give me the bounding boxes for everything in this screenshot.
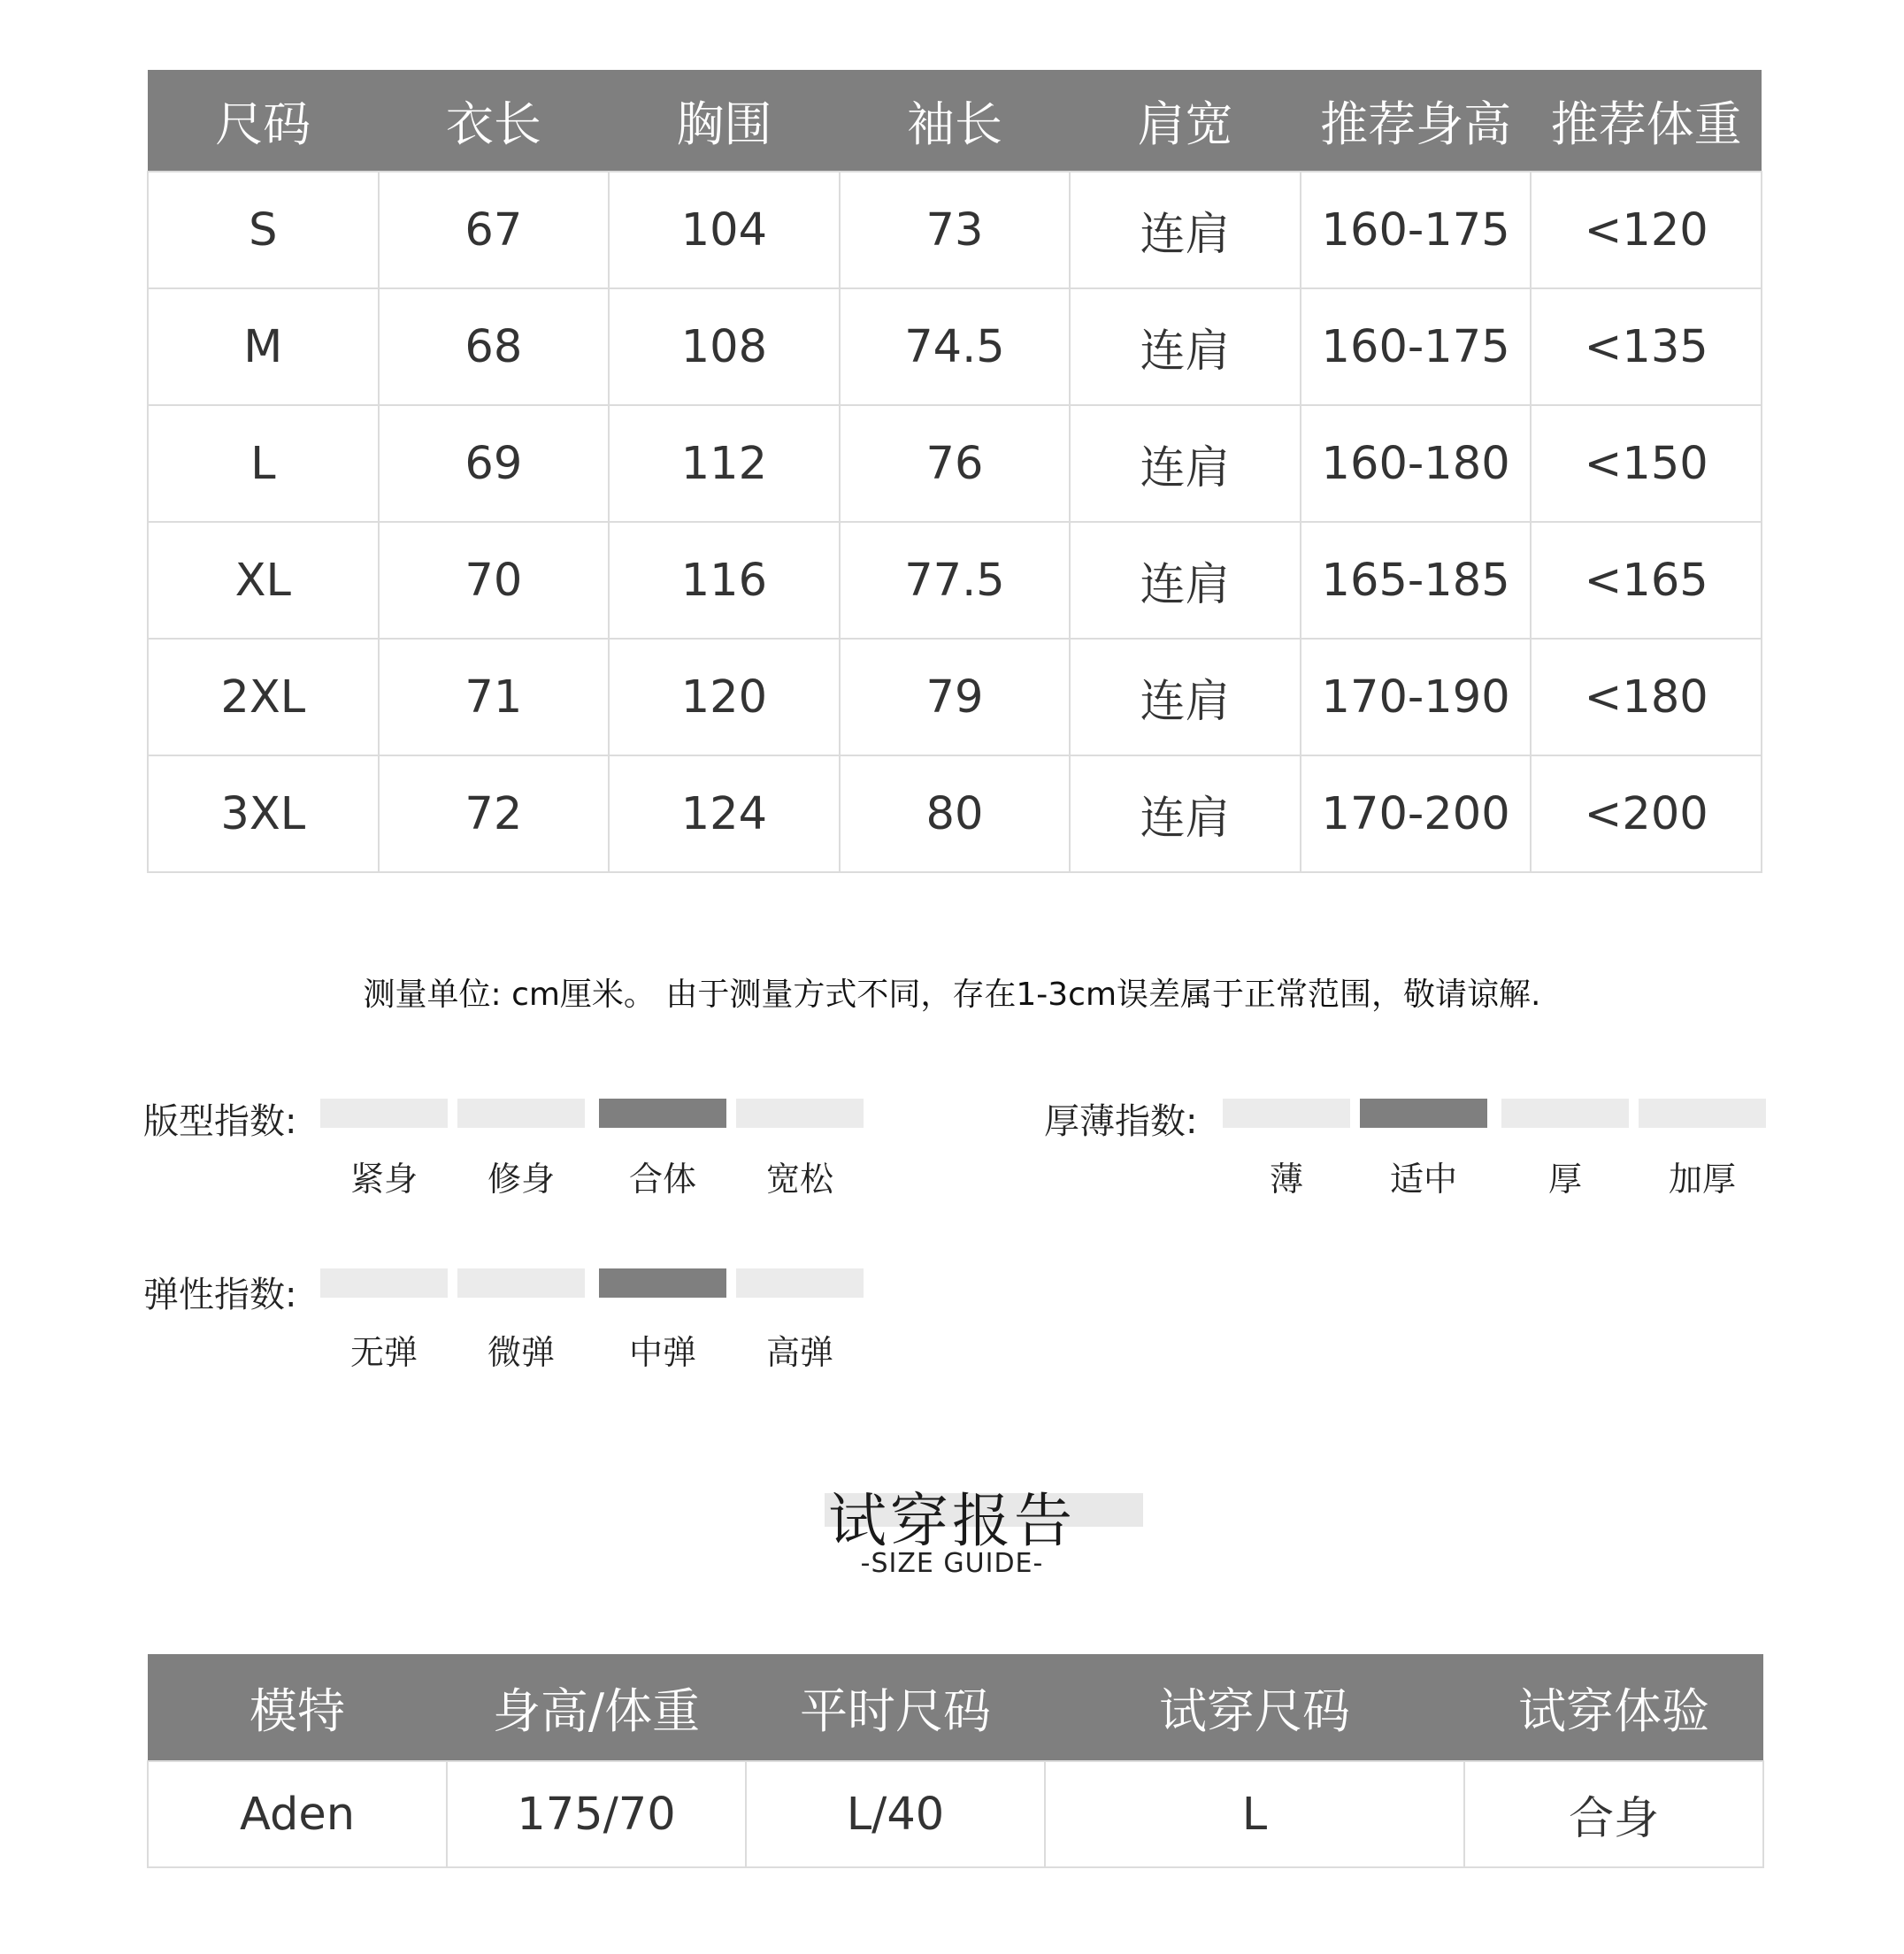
- fit-index-label: 版型指数:: [143, 1101, 297, 1142]
- tryon-report-table: [147, 1654, 1764, 1868]
- table-cell: <120: [1531, 172, 1762, 288]
- header-cell-model: 模特: [148, 1654, 447, 1761]
- header-cell-size: 尺码: [148, 70, 379, 172]
- table-cell: 3XL: [148, 755, 379, 872]
- table-cell: 70: [379, 522, 610, 639]
- table-cell: 120: [609, 639, 840, 755]
- table-cell: 170-190: [1301, 639, 1532, 755]
- table-cell: XL: [148, 522, 379, 639]
- table-cell: <165: [1531, 522, 1762, 639]
- table-cell: 80: [840, 755, 1071, 872]
- header-cell-rec-height: 推荐身高: [1301, 70, 1532, 172]
- table-cell: 连肩: [1070, 639, 1301, 755]
- elasticity-index-bar-3: [736, 1268, 864, 1298]
- elasticity-option-2: 中弹: [628, 1333, 696, 1372]
- table-cell: 合身: [1464, 1761, 1763, 1867]
- size-chart-header-row: [148, 70, 1762, 172]
- table-cell: M: [148, 288, 379, 405]
- table-cell: L: [148, 405, 379, 522]
- table-row: [148, 172, 1762, 288]
- tryon-header-row: [148, 1654, 1763, 1761]
- header-cell-tryon-experience: 试穿体验: [1464, 1654, 1763, 1761]
- table-row: [148, 288, 1762, 405]
- header-cell-height-weight: 身高/体重: [447, 1654, 746, 1761]
- size-chart-table: [147, 70, 1762, 873]
- table-cell: 连肩: [1070, 755, 1301, 872]
- fit-option-1: 修身: [487, 1160, 555, 1199]
- table-row: [148, 522, 1762, 639]
- table-cell: 160-175: [1301, 288, 1532, 405]
- fit-option-3: 宽松: [765, 1160, 833, 1199]
- table-cell: 160-175: [1301, 172, 1532, 288]
- table-cell: 连肩: [1070, 288, 1301, 405]
- table-cell: 108: [609, 288, 840, 405]
- elasticity-option-1: 微弹: [487, 1333, 555, 1372]
- thickness-option-1: 适中: [1389, 1160, 1457, 1199]
- table-cell: 71: [379, 639, 610, 755]
- table-cell: <180: [1531, 639, 1762, 755]
- table-cell: 170-200: [1301, 755, 1532, 872]
- thickness-option-3: 加厚: [1668, 1160, 1736, 1199]
- table-row: [148, 755, 1762, 872]
- table-cell: 160-180: [1301, 405, 1532, 522]
- elasticity-index-bar-2: [599, 1268, 726, 1298]
- table-row: [148, 1761, 1763, 1867]
- thickness-option-2: 厚: [1547, 1160, 1582, 1199]
- elasticity-index-bar-1: [457, 1268, 585, 1298]
- table-cell: 73: [840, 172, 1071, 288]
- table-cell: 124: [609, 755, 840, 872]
- table-cell: S: [148, 172, 379, 288]
- header-cell-chest: 胸围: [609, 70, 840, 172]
- table-cell: 76: [840, 405, 1071, 522]
- header-cell-tryon-size: 试穿尺码: [1045, 1654, 1464, 1761]
- table-cell: 2XL: [148, 639, 379, 755]
- header-cell-rec-weight: 推荐体重: [1531, 70, 1762, 172]
- fit-index-bar-2: [599, 1099, 726, 1128]
- table-cell: <150: [1531, 405, 1762, 522]
- elasticity-option-3: 高弹: [765, 1333, 833, 1372]
- fit-index-bar-0: [320, 1099, 448, 1128]
- table-cell: 连肩: [1070, 405, 1301, 522]
- report-title: 试穿报告: [828, 1487, 1076, 1555]
- fit-index-bar-1: [457, 1099, 585, 1128]
- table-cell: 67: [379, 172, 610, 288]
- fit-option-2: 合体: [628, 1160, 696, 1199]
- table-cell: 165-185: [1301, 522, 1532, 639]
- elasticity-index-label: 弹性指数:: [143, 1275, 297, 1315]
- header-cell-usual-size: 平时尺码: [746, 1654, 1045, 1761]
- fit-index-bar-3: [736, 1099, 864, 1128]
- table-cell: 79: [840, 639, 1071, 755]
- table-cell: 77.5: [840, 522, 1071, 639]
- measurement-note: 测量单位: cm厘米。 由于测量方式不同，存在1-3cm误差属于正常范围，敬请谅解.: [363, 977, 1541, 1013]
- table-cell: 116: [609, 522, 840, 639]
- table-cell: 72: [379, 755, 610, 872]
- table-row: [148, 639, 1762, 755]
- table-cell: 112: [609, 405, 840, 522]
- thickness-index-label: 厚薄指数:: [1044, 1101, 1198, 1142]
- table-cell: 69: [379, 405, 610, 522]
- table-row: [148, 405, 1762, 522]
- table-cell: L/40: [746, 1761, 1045, 1867]
- table-cell: 74.5: [840, 288, 1071, 405]
- thickness-index-bar-1: [1360, 1099, 1487, 1128]
- table-cell: Aden: [148, 1761, 447, 1867]
- table-cell: 连肩: [1070, 522, 1301, 639]
- thickness-index-bar-2: [1501, 1099, 1629, 1128]
- table-cell: L: [1045, 1761, 1464, 1867]
- header-cell-sleeve: 袖长: [840, 70, 1071, 172]
- elasticity-option-0: 无弹: [349, 1333, 418, 1372]
- table-cell: 175/70: [447, 1761, 746, 1867]
- fit-option-0: 紧身: [349, 1160, 418, 1199]
- report-subtitle: -SIZE GUIDE-: [860, 1548, 1044, 1579]
- table-cell: <135: [1531, 288, 1762, 405]
- table-cell: <200: [1531, 755, 1762, 872]
- header-cell-length: 衣长: [379, 70, 610, 172]
- table-cell: 68: [379, 288, 610, 405]
- thickness-index-bar-0: [1223, 1099, 1350, 1128]
- thickness-option-0: 薄: [1269, 1160, 1303, 1199]
- elasticity-index-bar-0: [320, 1268, 448, 1298]
- table-cell: 连肩: [1070, 172, 1301, 288]
- thickness-index-bar-3: [1639, 1099, 1766, 1128]
- table-cell: 104: [609, 172, 840, 288]
- header-cell-shoulder: 肩宽: [1070, 70, 1301, 172]
